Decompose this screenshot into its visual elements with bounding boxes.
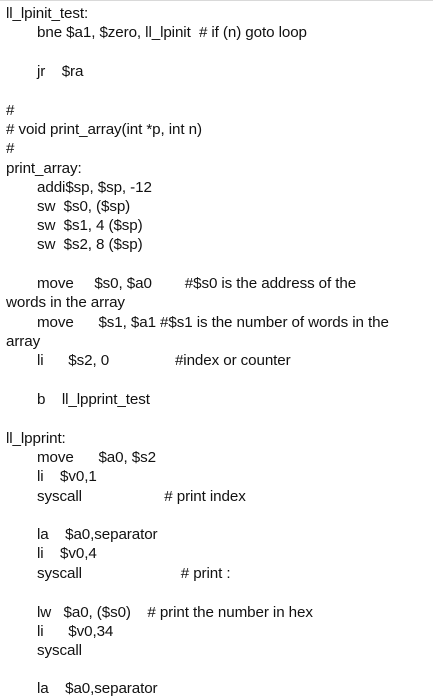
code-line-branch: b ll_lpprint_test (37, 391, 150, 408)
code-line-sw-s2: sw $s2, 8 ($sp) (37, 236, 143, 253)
code-line-la-separator: la $a0,separator (37, 526, 158, 543)
code-line-move-s0: move $s0, $a0 #$s0 is the address of the (37, 275, 357, 292)
code-line-label-print-array: print_array: (6, 160, 82, 177)
code-line-comment-signature: # void print_array(int *p, int n) (6, 121, 202, 138)
code-line-li-v0-34: li $v0,34 (37, 623, 114, 640)
code-line-syscall: syscall (37, 642, 82, 659)
code-line-wrap: array (6, 333, 41, 350)
code-line-syscall-index: syscall # print index (37, 488, 246, 505)
code-line-la-separator: la $a0,separator (37, 680, 158, 697)
code-line-comment: # (6, 102, 15, 119)
code-line-sw-s1: sw $s1, 4 ($sp) (37, 217, 143, 234)
code-line-li-v0-4: li $v0,4 (37, 545, 97, 562)
code-line-jr: jr $ra (37, 63, 84, 80)
code-line-wrap: words in the array (6, 294, 125, 311)
code-line-li-v0-1: li $v0,1 (37, 468, 97, 485)
code-line-move-s1: move $s1, $a1 #$s1 is the number of words in the (37, 314, 389, 331)
code-line-move-a0: move $a0, $s2 (37, 449, 156, 466)
code-line-lw: lw $a0, ($s0) # print the number in hex (37, 604, 313, 621)
code-line-sw-s0: sw $s0, ($sp) (37, 198, 131, 215)
code-line-comment: # (6, 140, 15, 157)
code-line-label-lpinit-test: ll_lpinit_test: (6, 5, 89, 22)
code-line-li-s2: li $s2, 0 #index or counter (37, 352, 291, 369)
code-line-label-lpprint: ll_lpprint: (6, 430, 66, 447)
code-line-addi: addi$sp, $sp, -12 (37, 179, 152, 196)
code-line-syscall-colon: syscall # print : (37, 565, 231, 582)
code-line-bne: bne $a1, $zero, ll_lpinit # if (n) goto loop (37, 24, 307, 41)
